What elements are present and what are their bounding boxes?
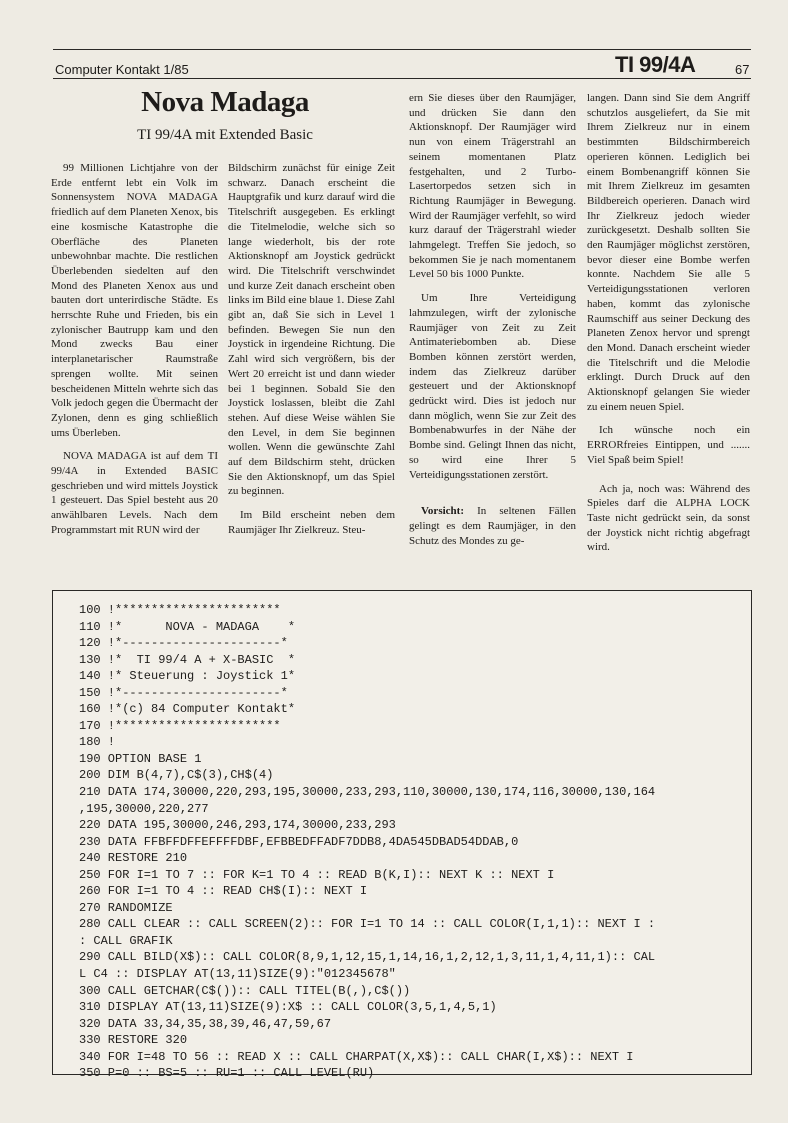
code-line: 300 CALL GETCHAR(C$()):: CALL TITEL(B(,),C$()) <box>79 983 411 998</box>
page-number: 67 <box>735 62 750 77</box>
code-line: 160 !*(c) 84 Computer Kontakt* <box>79 702 296 717</box>
paragraph: Bildschirm zunächst für einige Zeit schwarz. Danach erscheint die Hauptgrafik und kurz darauf wird die Titelschrift ausgegeben. Es erklingt die Titelmelodie, welche sich so lange wiederholt, bis der rote Aktionsknopf am Joystick gedrückt wird. Die Titelschrift verschwindet und kurze Zeit danach erscheint oben links im Bild eine blaue 1. Diese Zahl gibt an, daß Sie sich in Level 1 befinden. Bewegen Sie nun den Joystick in irgendeine Richtung. Die Zahl wird sich vergrößern, bis der Wert 20 erreicht ist und dann wieder bei 1 beginnen. Sobald Sie den Joystick loslassen, bleibt die Zahl stehen. Auf diese Weise wählen Sie den Level, in dem Sie beginnen wollen. Wenn die gewünschte Zahl auf dem Bildschirm steht, drücken Sie den Aktionsknopf, um das Spiel zu beginnen. <box>228 162 395 498</box>
code-line: 200 DIM B(4,7),C$(3),CH$(4) <box>79 768 274 783</box>
code-line: L C4 :: DISPLAY AT(13,11)SIZE(9):"012345678" <box>79 967 396 982</box>
text-column-1 <box>51 161 218 547</box>
code-line: 270 RANDOMIZE <box>79 900 173 915</box>
section-title: TI 99/4A <box>615 52 696 77</box>
paragraph: Um Ihre Verteidigung lahmzulegen, wirft der zylonische Raumjäger von Zeit zu Zeit Antimateriebomben ab. Diese Bomben können zerstört werden, indem das Zielkreuz darüber gesteuert und der Aktionsknopf gedrückt wird. Dies ist jedoch nur dann möglich, wenn Sie zur Zeit des Bombenabwurfes in der Nähe der Bombe sind. Gelingt Ihnen das nicht, so wird eine Ihrer 5 Verteidigungsstationen zerstört. <box>409 292 576 481</box>
text-column-2 <box>228 161 395 547</box>
paragraph: ern Sie dieses über den Raumjäger, und drücken Sie dann den Aktionsknopf. Der Raumjäger wird nun von einem Trägerstrahl an seinem momentanen Platz festgehalten, und 2 Turbo-Lasertorpedos setzen sich in Richtung Raumjäger in Bewegung. Wird der Raumjäger verfehlt, so wird kurz darauf der Trägerstrahl wieder lahmgelegt. Treffen Sie jedoch, so bekommen Sie je nach momentanem Level 50 bis 1000 Punkte. <box>409 92 576 281</box>
code-listing <box>79 602 739 1082</box>
code-line: 350 P=0 :: BS=5 :: RU=1 :: CALL LEVEL(RU) <box>79 1066 375 1081</box>
code-line: 170 !*********************** <box>79 718 281 733</box>
code-line: 310 DISPLAY AT(13,11)SIZE(9):X$ :: CALL COLOR(3,5,1,4,5,1) <box>79 1000 497 1015</box>
paragraph: 99 Millionen Lichtjahre von der Erde entfernt lebt ein Volk im Sonnensystem NOVA MADAGA friedlich auf dem Planeten Xenox, bis eine kosmische Katastrophe die Oberfläche des Planeten unbewohnbar machte. Die restlichen Überlebenden siedelten auf den Mond des Planeten Xenox aus und bauten dort unterirdische Städte. Es herrschte Ruhe und Frieden, bis ein zylonischer Bautrupp kam und den Mond zwecks Bau einer interplanetarischer Raumstraße sprengen wollte. Mit seinen bescheidenen Mitteln wehrte sich das Volk jedoch gegen die Übermacht der Zylonen, denn es ging schließlich ums Überleben. <box>51 162 218 439</box>
paragraph: Ach ja, noch was: Während des Spieles darf die ALPHA LOCK Taste nicht gedrückt sein, da sonst der Joystick nicht richtig abgefragt wird. <box>587 482 750 554</box>
paragraph: langen. Dann sind Sie dem Angriff schutzlos ausgeliefert, da Sie mit Ihrem Zielkreuz nur in einem bestimmten Bildschirmbereich operieren können. Lediglich bei einem Bombenangriff können Sie mit Ihrem Zielkreuz im gesamten Bildbereich operieren. Danach wird Ihr Zielkreuz jedoch wieder zurückgesetzt. Deshalb sollten Sie den Raumjäger möglichst zerstören, bevor dieser eine Bombe werfen konnte. Nachdem Sie alle 5 Verteidigungsstationen verloren haben, kommt das zylonische Raumschiff aus seiner Deckung des Planeten Zenox hervor und sprengt den Mond. Danach erscheint wieder die Titelschrift und die Melodie erklingt. Durch Druck auf den Aktionsknopf gelangen Sie wieder zu einem neuen Spiel. <box>587 92 750 413</box>
paragraph: Ich wünsche noch ein ERRORfreies Eintippen, und ....... Viel Spaß beim Spiel! <box>587 424 750 466</box>
article-title: Nova Madaga <box>141 86 309 118</box>
code-line: 210 DATA 174,30000,220,293,195,30000,233,293,110,30000,130,174,116,30000,130,164 <box>79 785 656 800</box>
code-line: 110 !* NOVA - MADAGA * <box>79 619 296 634</box>
code-line: 260 FOR I=1 TO 4 :: READ CH$(I):: NEXT I <box>79 884 368 899</box>
article-subtitle: TI 99/4A mit Extended Basic <box>137 127 313 143</box>
code-line: 150 !*----------------------* <box>79 685 288 700</box>
code-line: 290 CALL BILD(X$):: CALL COLOR(8,9,1,12,15,1,14,16,1,2,12,1,3,11,1,4,11,1):: CAL <box>79 950 656 965</box>
magazine-issue: Computer Kontakt 1/85 <box>55 62 189 77</box>
code-line: 250 FOR I=1 TO 7 :: FOR K=1 TO 4 :: READ B(K,I):: NEXT K :: NEXT I <box>79 867 555 882</box>
code-line: 320 DATA 33,34,35,38,39,46,47,59,67 <box>79 1016 332 1031</box>
code-line: : CALL GRAFIK <box>79 933 173 948</box>
code-line: 340 FOR I=48 TO 56 :: READ X :: CALL CHARPAT(X,X$):: CALL CHAR(I,X$):: NEXT I <box>79 1049 634 1064</box>
code-line: 140 !* Steuerung : Joystick 1* <box>79 669 296 684</box>
paragraph: NOVA MADAGA ist auf dem TI 99/4A in Extended BASIC geschrieben und wird mittels Joystick 1 gesteuert. Das Spiel besteht aus 20 anwählbaren Levels. Nach dem Programmstart mit RUN wird der <box>51 450 218 536</box>
warning-paragraph <box>409 504 576 548</box>
code-line: 330 RESTORE 320 <box>79 1033 188 1048</box>
code-line: 130 !* TI 99/4 A + X-BASIC * <box>79 652 296 667</box>
code-line: 120 !*----------------------* <box>79 636 288 651</box>
code-line: 180 ! <box>79 735 116 750</box>
code-line: 280 CALL CLEAR :: CALL SCREEN(2):: FOR I=1 TO 14 :: CALL COLOR(I,1,1):: NEXT I : <box>79 917 656 932</box>
paragraph: Im Bild erscheint neben dem Raumjäger Ihr Zielkreuz. Steu- <box>228 509 395 536</box>
code-line: 220 DATA 195,30000,246,293,174,30000,233,293 <box>79 818 396 833</box>
header-bottom-rule <box>53 78 751 79</box>
text-column-4 <box>587 91 750 564</box>
warning-text: In seltenen Fällen gelingt es dem Raumjäger, in den Schutz des Mondes zu ge- <box>409 505 576 547</box>
code-line: 240 RESTORE 210 <box>79 851 188 866</box>
warning-label: Vorsicht: <box>421 505 464 518</box>
header-top-rule <box>53 49 751 50</box>
code-line: 100 !*********************** <box>79 603 281 617</box>
code-line: ,195,30000,220,277 <box>79 801 209 816</box>
code-line: 230 DATA FFBFFDFFEFFFFDBF,EFBBEDFFADF7DDB8,4DA545DBAD54DDAB,0 <box>79 834 519 849</box>
text-column-3 <box>409 91 576 557</box>
code-line: 190 OPTION BASE 1 <box>79 751 202 766</box>
